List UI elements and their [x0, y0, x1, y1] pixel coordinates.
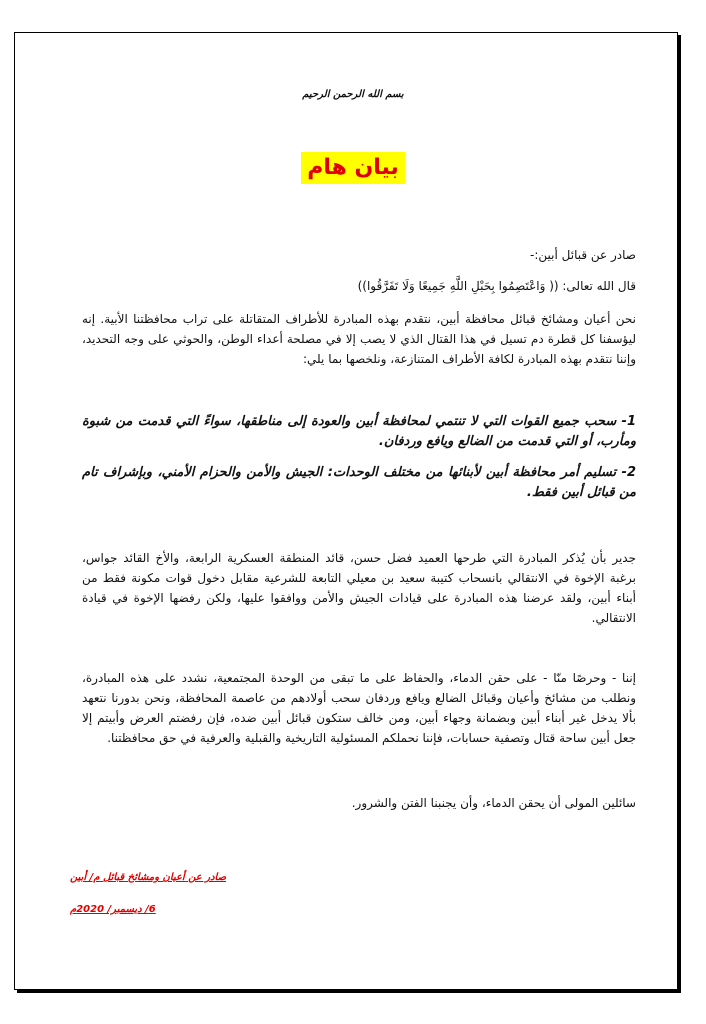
- intro-paragraph: نحن أعيان ومشائخ قبائل محافظة أبين، نتقدم بهذه المبادرة للأطراف المتقاتلة على تراب محافظتنا الأبية. إنه ليؤسفنا كل قطرة دم تسيل في هذا القتال الذي لا يصب إلا في مصلحة أعداء الوطن، والحوثي على وجه التحديد، وإننا نتقدم بهذه المبادرة لكافة الأطراف المتنازعة، ونلخصها بما يلي:: [82, 312, 636, 366]
- point-2: 2- تسليم أمر محافظة أبين لأبنائها من مختلف الوحدات: الجيش والأمن والحزام الأمني، وبإشراف تام من قبائل أبين فقط.: [82, 465, 636, 500]
- basmala: بسم الله الرحمن الرحيم: [302, 89, 404, 100]
- quran-verse: قال الله تعالى: (( وَاعْتَصِمُوا بِحَبْلِ اللَّهِ جَمِيعًا وَلَا تَفَرَّقُوا)): [357, 279, 636, 293]
- closing-line: سائلين المولى أن يحقن الدماء، وأن يجنبنا الفتن والشرور.: [351, 796, 636, 810]
- paragraph-appeal: إننا - وحرصًا منّا - على حقن الدماء، والحفاظ على ما تبقى من الوحدة المجتمعية، نشدد على هذه المبادرة، ونطلب من مشائخ وأعيان وقبائل الضالع ويافع وردفان سحب أولادهم من عاصمة المحافظة، ونحن بدورنا نتعهد بألا يدخل غير أبناء أبين وبضمانة وجهاء أبين، ومن خالف ستكون قبائل أبين ضده، فإن رفضتم العرض وأبيتم إلا جعل أبين ساحة قتال وتصفية حسابات، فإننا نحملكم المسئولية التاريخية والقبلية والعرفية في حق محافظتنا.: [82, 671, 636, 745]
- title-container: [0, 152, 706, 184]
- point-1: 1- سحب جميع القوات التي لا تنتمي لمحافظة أبين والعودة إلى مناطقها، سواءً التي قدمت من شبوة ومأرب، أو التي قدمت من الضالع ويافع وردفان.: [82, 414, 636, 449]
- document-title: بيان هام: [301, 152, 405, 184]
- issued-by-line: صادر عن قبائل أبين:-: [530, 248, 636, 262]
- paragraph-initiative: جدير بأن يُذكر المبادرة التي طرحها العميد فضل حسن، قائد المنطقة العسكرية الرابعة، والأخ القائد جواس، برغبة الإخوة في الانتقالي بانسحاب كتيبة سعيد بن معيلي التابعة للشرعية مقابل دخول قوات مكونة فقط من أبناء أبين، ولقد عرضنا هذه المبادرة على قيادات الجيش والأمن ووافقوا عليها، ولكن رفضها الإخوة في قيادة الانتقالي.: [82, 551, 636, 625]
- footer-date: 6/ ديسمبر/ 2020م: [70, 904, 156, 915]
- footer-issuer: صادر عن أعيان ومشائخ قبائل م/ أبين: [70, 872, 227, 883]
